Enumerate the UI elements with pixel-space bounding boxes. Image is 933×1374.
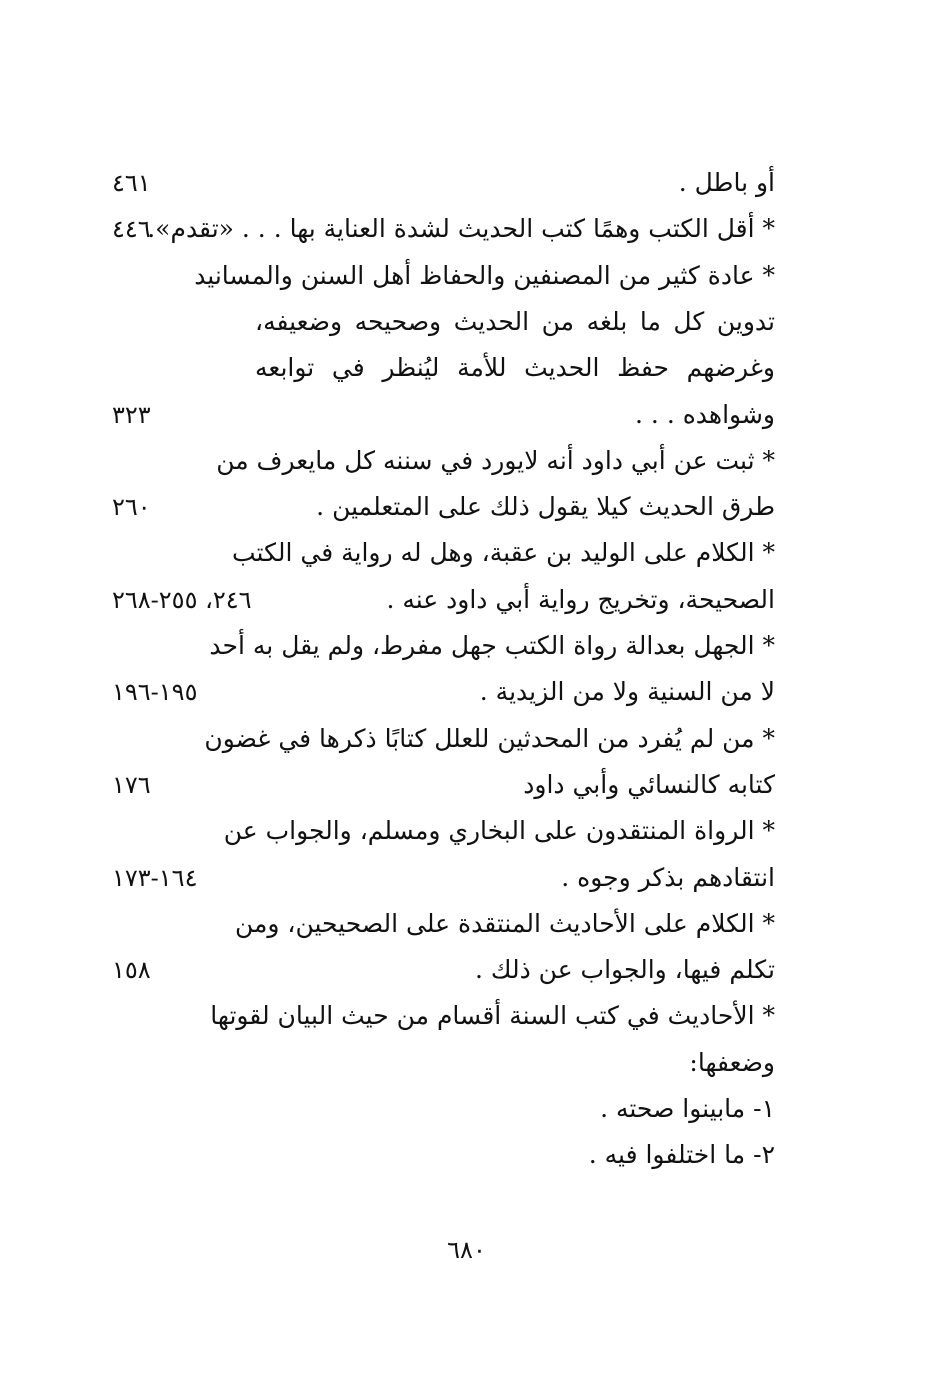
entry-line: تدوين كل ما بلغه من الحديث وصحيحه وضعيفه، [255, 306, 775, 336]
page-reference: ١٧٦ [112, 770, 151, 799]
page-reference: ١٩٥-١٩٦ [112, 678, 198, 707]
entry-line: * عادة كثير من المصنفين والحفاظ أهل السنن والمسانيد [194, 260, 775, 290]
entry-line: الصحيحة، وتخريج رواية أبي داود عنه . [386, 584, 775, 614]
entry-line: وشواهده . . . [635, 399, 775, 429]
entry-line: * الجهل بعدالة رواة الكتب جهل مفرط، ولم يقل به أحد [209, 631, 775, 660]
entry-line: تكلم فيها، والجواب عن ذلك . [475, 955, 775, 985]
entry-line: كتابه كالنسائي وأبي داود [523, 769, 775, 799]
entry-line: * الرواة المنتقدون على البخاري ومسلم، والجواب عن [223, 816, 775, 846]
entry-line: * الأحاديث في كتب السنة أقسام من حيث البيان لقوتها [210, 1001, 775, 1031]
page-number: ٦٨٠ [447, 1236, 486, 1264]
entry-line: * الكلام على الوليد بن عقبة، وهل له رواية في الكتب [231, 538, 775, 568]
page-reference: ١٥٨ [112, 956, 151, 985]
page-reference: ١٦٤-١٧٣ [112, 863, 198, 892]
entry-line: ١- مابينوا صحته . [600, 1094, 775, 1123]
entry-line: ٢- ما اختلفوا فيه . [588, 1140, 775, 1170]
entry-line: وضعفها: [689, 1047, 775, 1077]
entry-line: لا من السنية ولا من الزيدية . [479, 677, 775, 707]
entry-line: أو باطل . [678, 168, 775, 197]
entry-line: وغرضهم حفظ الحديث للأمة ليُنظر في توابعه [255, 353, 775, 383]
entry-line: * من لم يُفرد من المحدثين للعلل كتابًا ذكرها في غضون [204, 723, 775, 753]
page-reference: ٢٦٠ [112, 493, 151, 522]
page-reference: ٣٢٣ [112, 400, 151, 429]
entry-line: * أقل الكتب وهمًا كتب الحديث لشدة العناية بها . . . «تقدم». [147, 214, 775, 244]
page-reference: ٢٤٦، ٢٥٥-٢٦٨ [112, 585, 252, 614]
entry-line: انتقادهم بذكر وجوه . [561, 862, 775, 892]
entry-line: * ثبت عن أبي داود أنه لايورد في سننه كل مايعرف من [216, 445, 775, 475]
entry-line: طرق الحديث كيلا يقول ذلك على المتعلمين . [316, 492, 775, 522]
page-reference: ٤٦١ [112, 169, 151, 197]
entry-line: * الكلام على الأحاديث المنتقدة على الصحيحين، ومن [234, 908, 775, 938]
page-reference: ٤٤٦ [112, 215, 151, 244]
